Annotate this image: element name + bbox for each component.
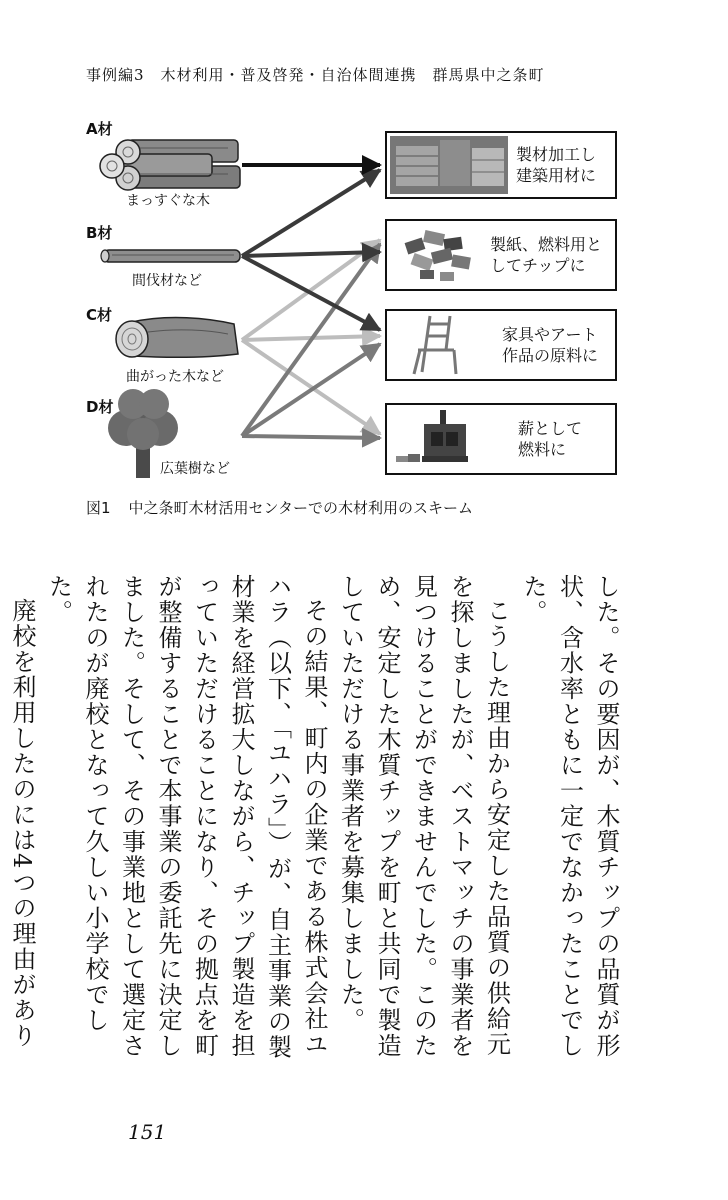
straight-logs-icon bbox=[100, 140, 240, 190]
use-label-firewood-line1: 薪として bbox=[518, 419, 583, 438]
thinned-log-icon bbox=[101, 250, 240, 262]
use-label-furniture bbox=[502, 324, 598, 366]
paragraph-1: した。その要因が、木質チップの品質が形状、含水率ともに一定でなかったことでした。 bbox=[519, 574, 620, 1059]
use-label-chips-line2: してチップに bbox=[490, 256, 586, 275]
running-header: 事例編3 木材利用・普及啓発・自治体間連携 群馬県中之条町 bbox=[86, 66, 545, 84]
arrow-d-to-u4 bbox=[242, 436, 380, 438]
use-label-lumber-line2: 建築用材に bbox=[516, 166, 597, 185]
wood-caption-d: 広葉樹など bbox=[160, 461, 230, 477]
wood-caption-b: 間伐材など bbox=[132, 273, 202, 289]
page-number: 151 bbox=[128, 1120, 167, 1144]
wood-caption-a: まっすぐな木 bbox=[126, 193, 210, 209]
class-label-d: D材 bbox=[86, 398, 114, 416]
arrows bbox=[242, 165, 380, 438]
figure-caption bbox=[86, 497, 473, 518]
arrow-b-to-u3 bbox=[242, 256, 380, 330]
use-label-furniture-line2: 作品の原料に bbox=[502, 346, 599, 365]
use-label-lumber-line1: 製材加工し bbox=[516, 145, 597, 164]
use-label-lumber bbox=[516, 144, 596, 186]
paragraph-4: 廃校を利用したのには4つの理由があり bbox=[8, 598, 36, 1049]
sawmill-lumber-photo-icon bbox=[390, 136, 508, 194]
paragraph-2: こうした理由から安定した品質の供給元を探しましたが、ベストマッチの事業者を見つけることができませんでした。このため、安定した木質チップを町と共同で製造していただける事業者を募集しました。 bbox=[336, 574, 511, 1059]
use-label-firewood bbox=[518, 418, 582, 460]
wood-caption-c: 曲がった木など bbox=[126, 369, 224, 385]
paragraph-3: その結果、町内の企業である株式会社ユハラ（以下、「ユハラ」）が、自主事業の製材業を経営拡大しながら、チップ製造を担っていただけることになり、その拠点を町が整備することで本事業の委託先に決定しました。そして、その事業地として選定されたのが廃校となって久しい小学校でした。 bbox=[44, 574, 328, 1060]
figure-caption-number: 図1 bbox=[86, 499, 111, 517]
use-label-chips bbox=[490, 234, 602, 276]
body-text bbox=[8, 574, 624, 1062]
bent-log-icon bbox=[116, 318, 238, 358]
class-label-a: A材 bbox=[86, 120, 113, 138]
class-label-b: B材 bbox=[86, 224, 113, 242]
use-label-chips-line1: 製紙、燃料用と bbox=[490, 235, 603, 254]
wood-use-scheme-figure bbox=[78, 118, 638, 490]
figure-caption-text: 中之条町木材活用センターでの木材利用のスキーム bbox=[128, 499, 473, 517]
arrow-b-to-u1 bbox=[242, 170, 380, 256]
use-label-furniture-line1: 家具やアート bbox=[502, 325, 598, 344]
class-label-c: C材 bbox=[86, 306, 113, 324]
use-label-firewood-line2: 燃料に bbox=[518, 440, 567, 459]
